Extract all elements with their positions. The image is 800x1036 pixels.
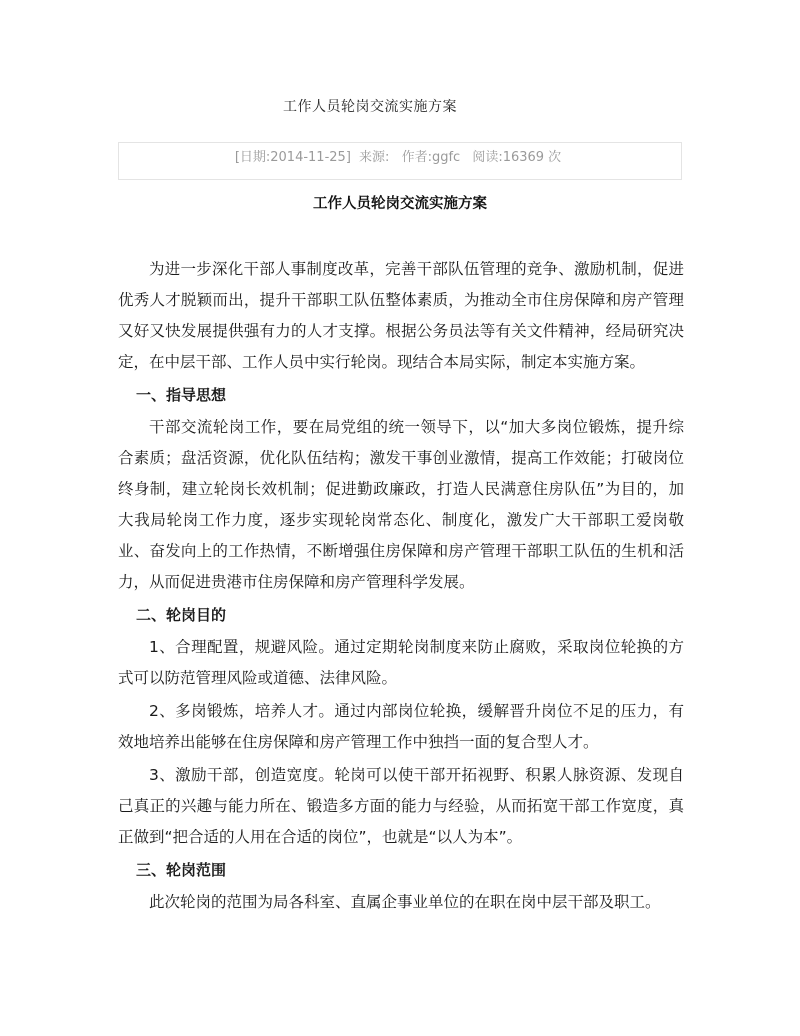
section-paragraph-guiding-thought: 干部交流轮岗工作，要在局党组的统一领导下，以“加大多岗位锻炼，提升综合素质；盘活资源，优化队伍结构；激发干事创业激情，提高工作效能；打破岗位终身制，建立轮岗长效机制；促进勤政廉政，打造人民满意住房队伍”为目的，加大我局轮岗工作力度，逐步实现轮岗常态化、制度化，激发广大干部职工爱岗敬业、奋发向上的工作热情，不断增强住房保障和房产管理干部职工队伍的生机和活力，从而促进贵港市住房保障和房产管理科学发展。 <box>118 418 684 591</box>
purpose-item-3: 3、激励干部，创造宽度。轮岗可以使干部开拓视野、积累人脉资源、发现自己真正的兴趣与能力所在、锻造多方面的能力与经验，从而拓宽干部工作宽度，真正做到“把合适的人用在合适的岗位”，也就是“以人为本”。 <box>118 766 684 846</box>
section-paragraph-rotation-scope: 此次轮岗的范围为局各科室、直属企事业单位的在职在岗中层干部及职工。 <box>149 893 661 911</box>
section-heading-guiding-thought: 一、指导思想 <box>136 386 227 404</box>
section-heading-rotation-scope: 三、轮岗范围 <box>136 861 227 879</box>
top-title-text: 工作人员轮岗交流实施方案 <box>283 99 457 115</box>
page-top-title <box>0 96 800 116</box>
meta-views: 阅读:16369 次 <box>472 150 562 165</box>
purpose-item-1: 1、合理配置，规避风险。通过定期轮岗制度来防止腐败，采取岗位轮换的方式可以防范管理风险或道德、法律风险。 <box>118 638 684 687</box>
article-meta-box <box>118 142 682 180</box>
document-body <box>118 254 684 918</box>
meta-source: 来源: <box>359 150 390 165</box>
meta-author: 作者:ggfc <box>401 150 461 165</box>
section-heading-rotation-purpose: 二、轮岗目的 <box>136 606 227 624</box>
intro-paragraph: 为进一步深化干部人事制度改革，完善干部队伍管理的竞争、激励机制，促进优秀人才脱颖而出，提升干部职工队伍整体素质，为推动全市住房保障和房产管理又好又快发展提供强有力的人才支撑。根据公务员法等有关文件精神，经局研究决定，在中层干部、工作人员中实行轮岗。现结合本局实际，制定本实施方案。 <box>118 260 684 371</box>
purpose-item-2: 2、多岗锻炼，培养人才。通过内部岗位轮换，缓解晋升岗位不足的压力，有效地培养出能够在住房保障和房产管理工作中独挡一面的复合型人才。 <box>118 702 684 751</box>
meta-date: [日期:2014-11-25] <box>234 150 351 165</box>
document-title: 工作人员轮岗交流实施方案 <box>313 196 487 212</box>
